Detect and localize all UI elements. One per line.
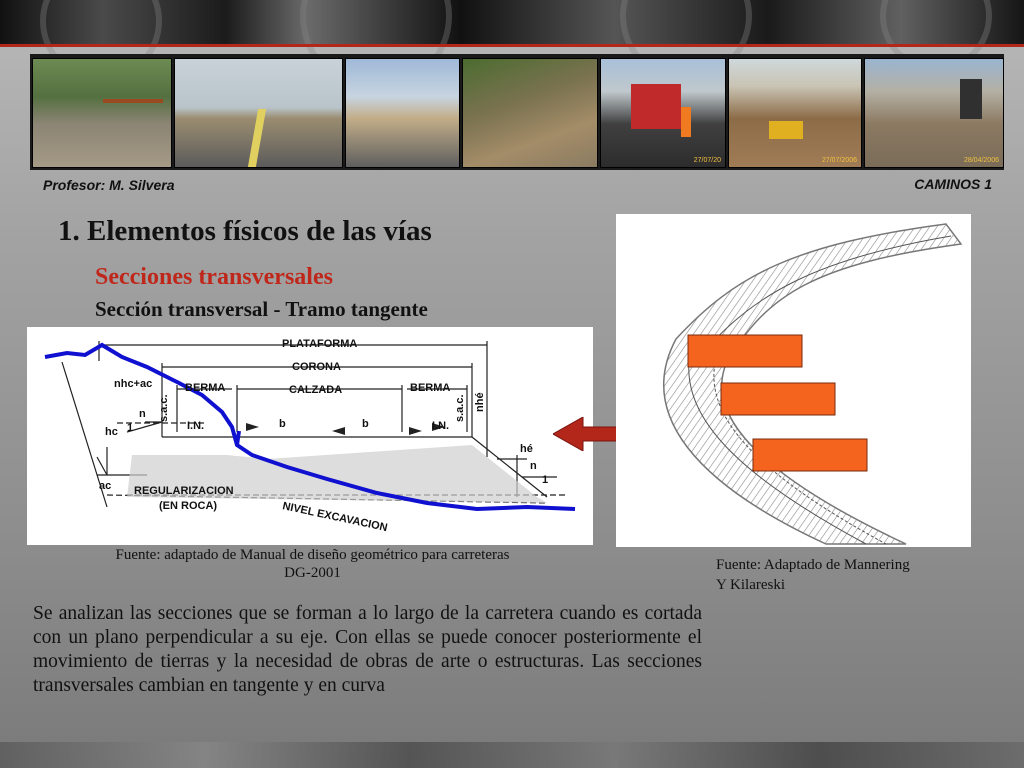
header-accent-line [0, 44, 1024, 47]
label-ln-left: I.N. [187, 420, 205, 432]
earthwork-photo [728, 58, 862, 168]
label-b-right: b [362, 418, 369, 430]
label-sac-left: s.a.c. [158, 394, 170, 422]
label-b-left: b [279, 418, 286, 430]
label-berma-left: BERMA [185, 382, 226, 394]
plan-view-svg [616, 214, 971, 547]
plan-view-diagram [616, 214, 971, 547]
label-nhc-ac: nhc+ac [114, 378, 153, 390]
label-one-right: 1 [542, 474, 549, 486]
professor-label: Profesor: M. Silvera [43, 177, 175, 193]
label-plataforma: PLATAFORMA [282, 338, 358, 350]
left-figure-caption [40, 546, 585, 582]
label-regularizacion: REGULARIZACION [134, 485, 234, 497]
label-n-right: n [530, 460, 537, 472]
footer-banner [0, 742, 1024, 768]
label-corona: CORONA [292, 361, 341, 373]
label-berma-right: BERMA [410, 382, 451, 394]
right-caption-line1: Fuente: Adaptado de Mannering [716, 557, 910, 573]
label-sac-right: s.a.c. [454, 394, 466, 422]
label-en-roca: (EN ROCA) [159, 500, 218, 512]
slide-title: 1. Elementos físicos de las vías [58, 215, 432, 247]
header-banner [0, 0, 1024, 46]
photo-date: 27/07/20 [693, 157, 721, 164]
road-photo-4 [462, 58, 598, 168]
body-paragraph: Se analizan las secciones que se forman a lo largo de la carretera cuando es cortada con un plano perpendicular a su eje. Con ellas se puede conocer posteriormente el movimiento de tierras y la necesidad de obras de arte o estructuras. Las secciones transversales cambian en tangente y en curva [33, 603, 702, 696]
label-ln-right: I.N. [432, 420, 450, 432]
paving-photo [600, 58, 726, 168]
label-ac: ac [99, 480, 112, 492]
right-caption-line2: Y Kilareski [716, 577, 786, 593]
cross-section-svg [27, 327, 593, 545]
cross-section-diagram [27, 327, 593, 545]
label-n-left: n [139, 408, 146, 420]
right-figure-caption [716, 555, 986, 595]
road-photo-2 [174, 58, 343, 168]
label-calzada: CALZADA [289, 384, 343, 396]
photo-date: 27/07/2006 [821, 157, 857, 164]
slide-subtitle: Secciones transversales [95, 264, 333, 290]
label-he: hé [520, 443, 533, 455]
label-hc: hc [105, 426, 118, 438]
label-nivel-excavacion: NIVEL EXCAVACION [281, 500, 389, 535]
left-caption-line2: DG-2001 [284, 565, 341, 581]
label-one-left: 1 [127, 422, 134, 434]
survey-photo [864, 58, 1004, 168]
left-caption-line1: Fuente: adaptado de Manual de diseño geométrico para carreteras [115, 547, 510, 563]
label-nhe: nhé [474, 392, 486, 412]
photo-date: 28/04/2006 [963, 157, 999, 164]
course-label: CAMINOS 1 [914, 176, 992, 192]
section-heading: Sección transversal - Tramo tangente [95, 297, 428, 321]
road-photo-1 [32, 58, 172, 168]
photo-strip [30, 54, 1004, 170]
road-photo-3 [345, 58, 460, 168]
